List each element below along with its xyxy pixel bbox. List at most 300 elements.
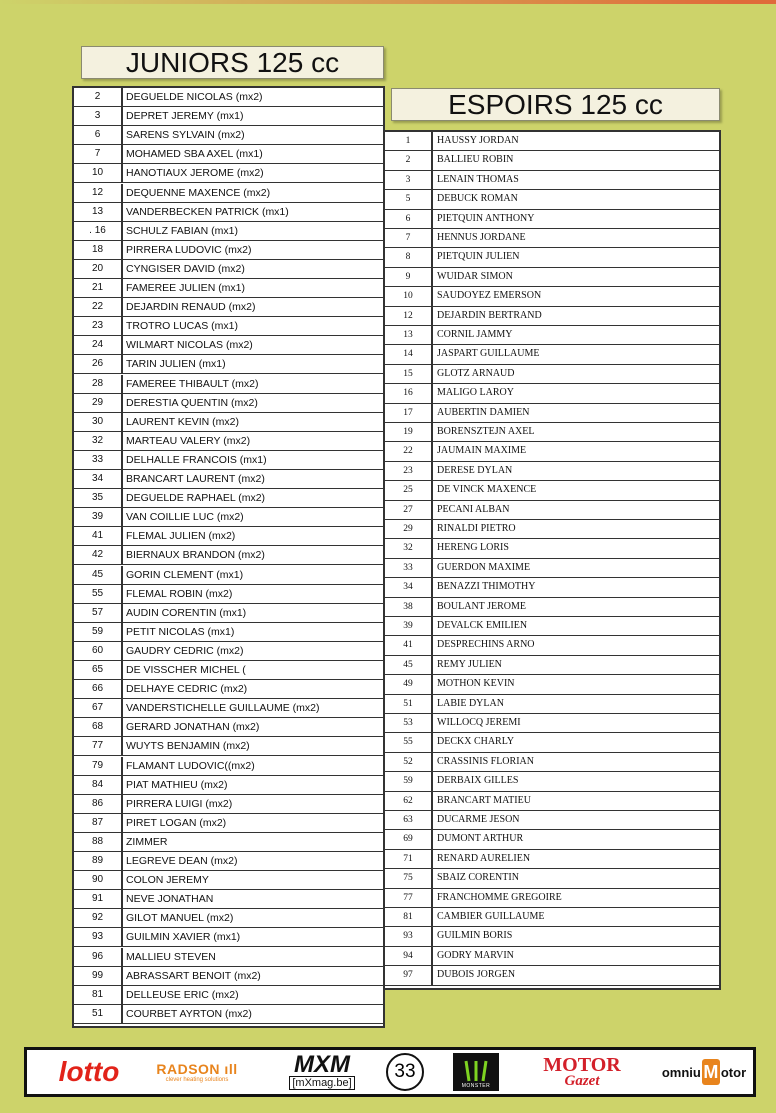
table-row <box>74 88 383 107</box>
rider-number: 45 <box>385 656 433 674</box>
rider-number: 77 <box>385 889 433 907</box>
radson-tagline: clever heating solutions <box>165 1077 229 1083</box>
table-row <box>74 585 383 604</box>
motor-text: MOTOR <box>543 1054 621 1076</box>
rider-number: 2 <box>385 151 433 169</box>
rider-name: SAUDOYEZ EMERSON <box>437 290 542 302</box>
rider-number: 1 <box>385 132 433 150</box>
rider-name: DUCARME JESON <box>437 814 520 825</box>
table-row <box>74 909 383 928</box>
table-row <box>385 287 719 306</box>
rider-number: 34 <box>74 470 123 488</box>
table-row <box>385 481 719 500</box>
table-row <box>385 326 719 345</box>
table-row <box>74 241 383 260</box>
table-row <box>74 737 383 756</box>
rider-name: DEJARDIN RENAUD (mx2) <box>126 301 256 314</box>
table-row <box>74 718 383 737</box>
omnium-pre-text: omniu <box>661 1064 701 1080</box>
table-row <box>385 617 719 636</box>
table-row <box>385 675 719 694</box>
rider-number: 87 <box>74 814 123 832</box>
table-row <box>74 527 383 546</box>
rider-name: TARIN JULIEN (mx1) <box>126 358 226 371</box>
rider-number: 26 <box>74 355 123 373</box>
table-row <box>385 636 719 655</box>
rider-name: GUERDON MAXIME <box>437 561 531 573</box>
rider-name: DEPRET JEREMY (mx1) <box>126 110 244 123</box>
table-row <box>74 203 383 222</box>
table-row <box>74 184 383 203</box>
rider-name: DEJARDIN BERTRAND <box>437 309 542 321</box>
rider-name: PIAT MATHIEU (mx2) <box>126 778 228 791</box>
rider-name: DE VISSCHER MICHEL ( <box>126 664 246 676</box>
rider-number: 23 <box>74 317 123 335</box>
rider-number: 33 <box>74 451 123 469</box>
rider-name: FRANCHOMME GREGOIRE <box>437 891 562 903</box>
table-row <box>74 375 383 394</box>
table-row <box>385 714 719 733</box>
omnium-motor-logo <box>651 1050 757 1094</box>
rider-name: HAUSSY JORDAN <box>437 135 519 146</box>
rider-number: 77 <box>74 737 123 755</box>
table-row <box>74 260 383 279</box>
table-row <box>385 792 719 811</box>
rider-number: 15 <box>385 365 433 383</box>
rider-name: PECANI ALBAN <box>437 503 510 515</box>
table-row <box>74 757 383 776</box>
rider-number: 19 <box>385 423 433 441</box>
table-row <box>385 578 719 597</box>
sponsor-bar <box>24 1047 756 1097</box>
rider-name: DUBOIS JORGEN <box>437 969 516 981</box>
table-row <box>385 210 719 229</box>
rider-name: BRANCART LAURENT (mx2) <box>126 473 265 485</box>
table-row <box>385 462 719 481</box>
rider-name: DELLEUSE ERIC (mx2) <box>126 988 239 1001</box>
rider-number: 41 <box>74 527 123 545</box>
table-row <box>385 171 719 190</box>
table-row <box>74 107 383 126</box>
rider-number: 35 <box>74 489 123 507</box>
rider-name: CAMBIER GUILLAUME <box>437 911 545 922</box>
rider-number: 91 <box>74 890 123 908</box>
table-row <box>385 229 719 248</box>
rider-name: WUYTS BENJAMIN (mx2) <box>126 740 250 753</box>
table-row <box>385 268 719 287</box>
rider-number: 29 <box>74 394 123 412</box>
table-row <box>385 365 719 384</box>
rider-number: 32 <box>74 432 123 450</box>
rider-number: 28 <box>74 375 123 393</box>
rider-number: 3 <box>74 107 123 125</box>
rider-name: SBAIZ CORENTIN <box>437 872 519 884</box>
rider-name: BOULANT JEROME <box>437 600 526 612</box>
rider-number: 13 <box>74 203 123 221</box>
table-row <box>74 1005 383 1024</box>
rider-name: ZIMMER <box>126 835 168 848</box>
rider-name: TROTRO LUCAS (mx1) <box>126 320 239 333</box>
rider-number: 93 <box>74 928 123 946</box>
table-row <box>385 559 719 578</box>
table-row <box>385 947 719 966</box>
rider-number: 17 <box>385 404 433 422</box>
rider-name: PIRRERA LUDOVIC (mx2) <box>126 243 252 256</box>
rider-number: 88 <box>74 833 123 851</box>
rider-number: 20 <box>74 260 123 278</box>
table-row <box>74 986 383 1005</box>
rider-name: GUILMIN BORIS <box>437 930 513 942</box>
rider-name: DELHAYE CEDRIC (mx2) <box>126 683 248 696</box>
table-row <box>385 307 719 326</box>
rider-name: RINALDI PIETRO <box>437 523 516 534</box>
rider-name: DEGUELDE RAPHAEL (mx2) <box>126 492 266 505</box>
rider-name: GUILMIN XAVIER (mx1) <box>126 931 241 944</box>
rider-name: DESPRECHINS ARNO <box>437 639 535 651</box>
rider-number: 10 <box>74 164 123 182</box>
rider-name: DECKX CHARLY <box>437 736 515 748</box>
table-row <box>385 423 719 442</box>
rider-number: 10 <box>385 287 433 305</box>
rider-number: 45 <box>74 566 123 584</box>
rider-number: 90 <box>74 871 123 889</box>
rider-name: HERENG LORIS <box>437 542 509 554</box>
rider-name: DEQUENNE MAXENCE (mx2) <box>126 186 271 199</box>
table-row <box>74 871 383 890</box>
rider-name: HENNUS JORDANE <box>437 232 526 243</box>
rider-number: 7 <box>74 145 123 163</box>
table-row <box>385 889 719 908</box>
table-row <box>385 151 719 170</box>
table-row <box>74 814 383 833</box>
mxm-logo <box>267 1050 377 1094</box>
gazet-text: Gazet <box>564 1073 600 1089</box>
monster-claw-icon <box>461 1059 491 1083</box>
rider-number: 32 <box>385 539 433 557</box>
rider-name: GORIN CLEMENT (mx1) <box>126 568 244 581</box>
rider-number: 75 <box>385 869 433 887</box>
rider-number: 69 <box>385 830 433 848</box>
rider-number: 51 <box>385 695 433 713</box>
juniors-title: JUNIORS 125 cc <box>81 46 384 79</box>
rider-number: 2 <box>74 88 123 106</box>
rider-name: JASPART GUILLAUME <box>437 348 540 360</box>
rider-name: VANDERBECKEN PATRICK (mx1) <box>126 205 289 218</box>
rider-name: HANOTIAUX JEROME (mx2) <box>126 167 264 180</box>
rider-number: 59 <box>74 623 123 641</box>
rider-name: NEVE JONATHAN <box>126 893 214 906</box>
rider-number: 41 <box>385 636 433 654</box>
mxm-site: [mXmag.be] <box>289 1076 354 1090</box>
table-row <box>385 345 719 364</box>
rider-number: 9 <box>385 268 433 286</box>
rider-name: DE VINCK MAXENCE <box>437 484 537 496</box>
table-row <box>385 501 719 520</box>
table-row <box>74 394 383 413</box>
table-row <box>74 222 383 241</box>
radson-text: RADSON <box>156 1061 221 1077</box>
rider-number: 62 <box>385 792 433 810</box>
juniors-table <box>72 86 385 1028</box>
rider-name: MARTEAU VALERY (mx2) <box>126 434 251 447</box>
rider-name: AUBERTIN DAMIEN <box>437 406 530 418</box>
lotto-logo: lotto <box>58 1056 120 1087</box>
rider-number: 84 <box>74 776 123 794</box>
rider-number: 12 <box>74 184 123 202</box>
rider-name: JAUMAIN MAXIME <box>437 445 527 457</box>
espoirs-title: ESPOIRS 125 cc <box>391 88 720 121</box>
rider-number: 21 <box>74 279 123 297</box>
motorgazet-logo <box>530 1050 634 1094</box>
rider-name: GODRY MARVIN <box>437 949 514 961</box>
mxm-text: MXM <box>294 1051 350 1078</box>
monster-text: MONSTER <box>461 1083 491 1089</box>
rider-name: ABRASSART BENOIT (mx2) <box>126 969 261 982</box>
table-row <box>385 753 719 772</box>
table-row <box>385 248 719 267</box>
rider-name: FLAMANT LUDOVIC((mx2) <box>126 759 255 772</box>
rider-number: 51 <box>74 1005 123 1023</box>
rider-number: 92 <box>74 909 123 927</box>
rider-name: FLEMAL JULIEN (mx2) <box>126 530 236 543</box>
omnium-post-text: otor <box>720 1064 747 1080</box>
rider-number: 34 <box>385 578 433 596</box>
rider-name: PIETQUIN JULIEN <box>437 251 520 263</box>
table-row <box>385 966 719 985</box>
rider-name: PIETQUIN ANTHONY <box>437 212 535 224</box>
rider-number: 39 <box>385 617 433 635</box>
rider-number: 39 <box>74 508 123 526</box>
rider-number: 81 <box>385 908 433 926</box>
rider-number: 63 <box>385 811 433 829</box>
rider-number: 13 <box>385 326 433 344</box>
rider-number: 3 <box>385 171 433 189</box>
rider-number: 49 <box>385 675 433 693</box>
rider-name: WUIDAR SIMON <box>437 270 513 282</box>
rider-number: 96 <box>74 948 123 966</box>
rider-name: GAUDRY CEDRIC (mx2) <box>126 644 244 657</box>
rider-number: 86 <box>74 795 123 813</box>
radson-logo <box>145 1050 249 1094</box>
table-row <box>74 413 383 432</box>
rider-name: MALIGO LAROY <box>437 387 514 399</box>
rider-number: . 16 <box>74 222 123 240</box>
rider-number: 81 <box>74 986 123 1004</box>
table-row <box>385 442 719 461</box>
rider-number: 42 <box>74 546 123 564</box>
rider-name: GILOT MANUEL (mx2) <box>126 912 234 925</box>
rider-name: WILLOCQ JEREMI <box>437 717 521 728</box>
table-row <box>74 164 383 183</box>
rider-number: 89 <box>74 852 123 870</box>
rider-name: VANDERSTICHELLE GUILLAUME (mx2) <box>126 702 320 715</box>
table-row <box>74 852 383 871</box>
rider-name: BRANCART MATIEU <box>437 794 531 806</box>
table-row <box>385 404 719 423</box>
rider-name: DELHALLE FRANCOIS (mx1) <box>126 453 267 466</box>
rider-number: 6 <box>74 126 123 144</box>
rider-name: MALLIEU STEVEN <box>126 950 216 963</box>
rider-number: 55 <box>74 585 123 603</box>
radson-bars-icon: ıll <box>220 1061 238 1077</box>
rider-number: 16 <box>385 384 433 402</box>
rider-name: WILMART NICOLAS (mx2) <box>126 339 253 352</box>
rider-name: DERBAIX GILLES <box>437 775 519 787</box>
table-row <box>385 908 719 927</box>
rider-name: COLON JEREMY <box>126 874 209 887</box>
page-number <box>385 1050 425 1094</box>
table-row <box>74 890 383 909</box>
rider-name: LAURENT KEVIN (mx2) <box>126 415 239 428</box>
rider-number: 24 <box>74 336 123 354</box>
rider-number: 59 <box>385 772 433 790</box>
rider-name: GERARD JONATHAN (mx2) <box>126 721 260 734</box>
table-row <box>74 604 383 623</box>
table-row <box>74 279 383 298</box>
rider-name: BIERNAUX BRANDON (mx2) <box>126 549 265 562</box>
rider-name: BORENSZTEJN AXEL <box>437 426 535 437</box>
rider-number: 57 <box>74 604 123 622</box>
rider-number: 33 <box>385 559 433 577</box>
rider-number: 30 <box>74 413 123 431</box>
rider-number: 27 <box>385 501 433 519</box>
rider-number: 99 <box>74 967 123 985</box>
table-row <box>74 699 383 718</box>
rider-number: 22 <box>74 298 123 316</box>
rider-name: DERESE DYLAN <box>437 464 513 476</box>
table-row <box>385 772 719 791</box>
rider-name: DEBUCK ROMAN <box>437 193 518 205</box>
table-row <box>74 623 383 642</box>
rider-number: 94 <box>385 947 433 965</box>
table-row <box>385 190 719 209</box>
table-row <box>74 336 383 355</box>
rider-name: PIRET LOGAN (mx2) <box>126 816 227 829</box>
rider-number: 38 <box>385 598 433 616</box>
rider-number: 60 <box>74 642 123 660</box>
rider-number: 52 <box>385 753 433 771</box>
table-row <box>74 833 383 852</box>
table-row <box>74 680 383 699</box>
table-row <box>74 298 383 317</box>
rider-name: DERESTIA QUENTIN (mx2) <box>126 396 258 409</box>
rider-number: 22 <box>385 442 433 460</box>
rider-name: AUDIN CORENTIN (mx1) <box>126 606 247 619</box>
rider-name: FAMEREE THIBAULT (mx2) <box>126 377 259 390</box>
rider-number: 7 <box>385 229 433 247</box>
table-row <box>74 546 383 565</box>
rider-name: DEGUELDE NICOLAS (mx2) <box>126 91 263 103</box>
rider-name: SCHULZ FABIAN (mx1) <box>126 224 239 237</box>
rider-name: GLOTZ ARNAUD <box>437 367 515 379</box>
table-row <box>74 126 383 145</box>
table-row <box>385 733 719 752</box>
rider-name: CORNIL JAMMY <box>437 329 513 340</box>
rider-name: DUMONT ARTHUR <box>437 833 524 845</box>
rider-number: 93 <box>385 927 433 945</box>
table-row <box>385 830 719 849</box>
table-row <box>385 811 719 830</box>
table-row <box>74 145 383 164</box>
rider-number: 14 <box>385 345 433 363</box>
monster-logo <box>451 1050 501 1094</box>
rider-name: MOTHON KEVIN <box>437 678 515 690</box>
table-row <box>74 317 383 336</box>
rider-number: 71 <box>385 850 433 868</box>
top-accent-line <box>0 0 776 4</box>
table-row <box>385 598 719 617</box>
table-row <box>74 489 383 508</box>
table-row <box>74 508 383 527</box>
rider-name: BALLIEU ROBIN <box>437 154 514 166</box>
rider-name: LENAIN THOMAS <box>437 173 519 185</box>
rider-name: RENARD AURELIEN <box>437 852 531 864</box>
rider-name: PIRRERA LUIGI (mx2) <box>126 797 233 810</box>
rider-name: COURBET AYRTON (mx2) <box>126 1007 252 1020</box>
rider-number: 23 <box>385 462 433 480</box>
rider-number: 97 <box>385 966 433 984</box>
rider-name: MOHAMED SBA AXEL (mx1) <box>126 148 263 161</box>
table-row <box>74 928 383 947</box>
table-row <box>74 451 383 470</box>
rider-number: 67 <box>74 699 123 717</box>
rider-name: LABIE DYLAN <box>437 697 504 709</box>
table-row <box>385 384 719 403</box>
rider-name: SARENS SYLVAIN (mx2) <box>126 129 245 142</box>
rider-name: VAN COILLIE LUC (mx2) <box>126 511 244 524</box>
rider-number: 65 <box>74 661 123 679</box>
rider-number: 8 <box>385 248 433 266</box>
table-row <box>74 967 383 986</box>
table-row <box>74 948 383 967</box>
table-row <box>385 927 719 946</box>
rider-number: 29 <box>385 520 433 538</box>
rider-number: 66 <box>74 680 123 698</box>
table-row <box>385 695 719 714</box>
table-row <box>385 850 719 869</box>
table-row <box>74 642 383 661</box>
table-row <box>385 539 719 558</box>
rider-name: FAMEREE JULIEN (mx1) <box>126 282 246 294</box>
table-row <box>385 132 719 151</box>
table-row <box>74 470 383 489</box>
rider-number: 18 <box>74 241 123 259</box>
omnium-m-icon: M <box>702 1059 720 1085</box>
rider-number: 5 <box>385 190 433 208</box>
rider-number: 79 <box>74 757 123 775</box>
rider-number: 53 <box>385 714 433 732</box>
table-row <box>74 432 383 451</box>
rider-name: CRASSINIS FLORIAN <box>437 755 534 767</box>
espoirs-table <box>383 130 721 990</box>
table-row <box>74 776 383 795</box>
rider-number: 25 <box>385 481 433 499</box>
table-row <box>74 355 383 374</box>
rider-name: PETIT NICOLAS (mx1) <box>126 625 235 638</box>
rider-number: 12 <box>385 307 433 325</box>
table-row <box>74 795 383 814</box>
rider-number: 55 <box>385 733 433 751</box>
rider-name: FLEMAL ROBIN (mx2) <box>126 587 233 600</box>
rider-name: REMY JULIEN <box>437 658 502 670</box>
rider-name: LEGREVE DEAN (mx2) <box>126 855 238 867</box>
table-row <box>385 656 719 675</box>
rider-number: 68 <box>74 718 123 736</box>
table-row <box>74 661 383 680</box>
table-row <box>385 520 719 539</box>
rider-name: BENAZZI THIMOTHY <box>437 581 536 593</box>
rider-name: CYNGISER DAVID (mx2) <box>126 262 245 275</box>
